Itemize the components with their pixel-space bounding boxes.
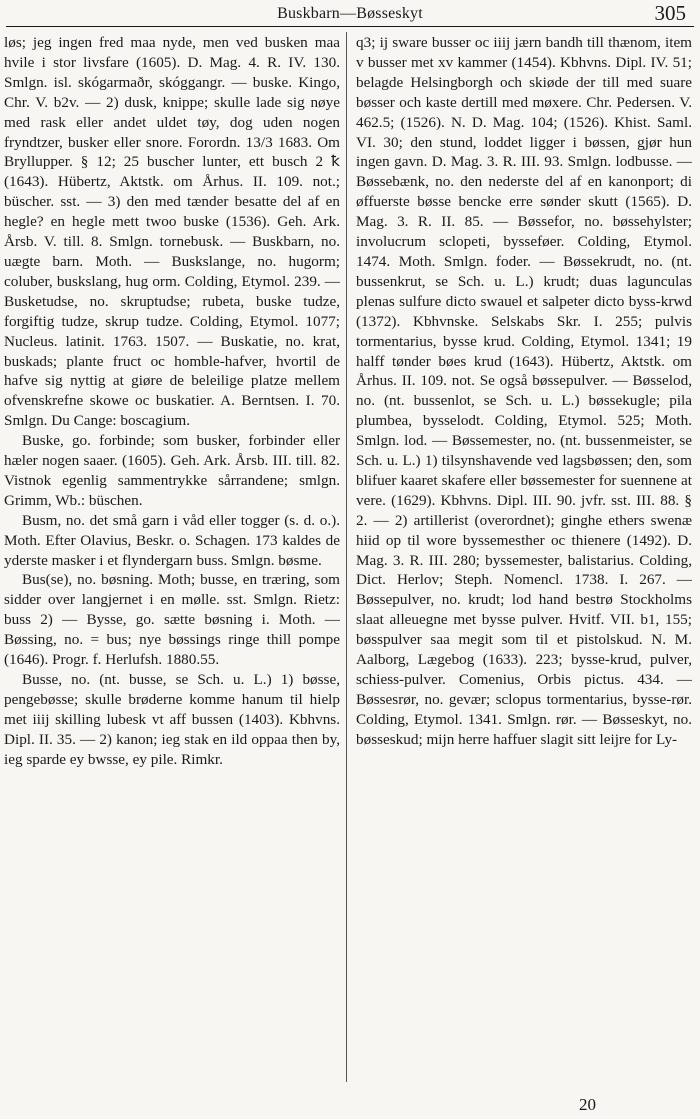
header-rule <box>6 26 694 27</box>
signature-mark: 20 <box>579 1095 596 1114</box>
column-divider <box>346 32 347 1082</box>
right-column <box>356 33 692 750</box>
entry-paragraph: Busse, no. (nt. busse, se Sch. u. L.) 1) bøsse, pengebøsse; skulle brøderne komme hanum til hielp met iiij skilling lubesk vt aff bussen (1403). Kbhvns. Dipl. II. 35. — 2) kanon; ieg stak en ild oppaa then by, ieg sparde ey bwsse, ey pile. Rimkr. <box>4 671 340 768</box>
entry-paragraph: løs; jeg ingen fred maa nyde, men ved busken maa hvile i stor livsfare (1605). D. Mag. 4. R. IV. 130. Smlgn. isl. skógarmaðr, skóggangr. — buske. Kingo, Chr. V. b2v. — 2) dusk, knippe; skulle lade sig nøye med rask eller andet uldet tøy, dog uden nogen fryndtzer, busker eller snore. Forordn. 13/3 1683. Om Bryllupper. § 12; 25 buscher lunter, ett busch 2 ꝁ (1643). Hübertz, Aktstk. om Århus. II. 109. not.; büscher. sst. — 3) den med tænder besatte del af en hegle? en hegle mett twoo buske (1536). Geh. Ark. Årsb. V. till. 8. Smlgn. tornebusk. — Buskbarn, no. uægte barn. Moth. — Buskslange, no. hugorm; coluber, buskslang, hug orm. Colding, Etymol. 239. — Busketudse, no. skruptudse; rubeta, buske tudze, forgiftig tudze, skrup tudze. Colding, Etymol. 1077; Nucleus. latinit. 1763. 1507. — Buskatie, no. krat, buskads; plante fruct oc homble-hafver, hvortil de hafve sig nyttig at giøre de beleilige platze mellem ofvenskrefne skowe oc buskatier. A. Berntsen. I. 70. Smlgn. Du Cange: boscagium. <box>4 34 340 430</box>
entry-paragraph: Buske, go. forbinde; som busker, forbinder eller hæler nogen saaer. (1605). Geh. Ark. Årsb. III. till. 82. Vistnok egenlig sammentrykke sårrandene; smlgn. Grimm, Wb.: büschen. <box>4 432 340 509</box>
left-column <box>4 33 340 770</box>
page-header <box>0 0 700 32</box>
running-head: Buskbarn—Bøsseskyt <box>277 5 423 22</box>
page-number: 305 <box>654 1 686 25</box>
entry-paragraph: q3; ij sware busser oc iiij jærn bandh till thænom, item v busser met xv kammer (1454). Kbhvns. Dipl. IV. 51; belagde Helsingborgh och skiøde der till med suare bøsser och kaste dertill med møxere. Chr. Pedersen. V. 462.5; (1526). N. D. Mag. 104; (1526). Khist. Saml. VI. 30; den stund, loddet ligger i bøssen, gjør hun ingen gavn. D. Mag. 3. R. III. 93. Smlgn. lodbusse. — Bøssebænk, no. den nederste del af en kanonport; di øffuerste bøsse bencke erre sønder skutt (1565). D. Mag. 3. R. II. 85. — Bøssefor, no. bøssehylster; involucrum sclopeti, bysseføer. Colding, Etymol. 1474. Moth. Smlgn. foder. — Bøssekrudt, no. (nt. bussenkrut, se Sch. u. L.) krudt; duas lagunculas plenas sulfure dicto swauel et salpeter dicto byss-krwd (1372). Kbhvnske. Selskabs Skr. I. 255; pulvis tormentarius, bysse krud. Colding, Etymol. 1341; 19 halff tønder bøes krud (1643). Hübertz, Aktstk. om Århus. II. 109. not. Se også bøssepulver. — Bøsselod, no. (nt. bussenlot, se Sch. u. L.) bøssekugle; pila plumbea, bysselodt. Colding, Etymol. 525; Moth. Smlgn. lod. — Bøssemester, no. (nt. bussenmeister, se Sch. u. L.) 1) tilsynshavende ved lagsbøssen; den, som blifuer kaaret skafere eller bøssemester for suennene at vere. (1629). Kbhvns. Dipl. III. 90. jvfr. sst. III. 88. § 2. — 2) artillerist (overordnet); ginghe ethers swenæ hiid op til wore byssemesther oc thienere (1492). D. Mag. 3. R. III. 280; byssemester, balistarius. Colding, Dict. Herlov; Steph. Nomencl. 1738. I. 267. — Bøssepulver, no. krudt; lod hand bestrø Stockholms slaat alleuegne met bysse pulver. Hvitf. VII. b1, 155; bøsspulver saa megit som til et pistolskud. N. M. Aalborg, Lægebog (1633). 223; bysse-krud, pulver, schiess-pulver. Comenius, Orbis pictus. 434. — Bøssesrør, no. gevær; sclopus tormentarius, bysse-rør. Colding, Etymol. 1341. Smlgn. rør. — Bøsseskyt, no. bøsseskud; mijn herre haffuer slagit sitt leijre for Ly- <box>356 34 692 748</box>
entry-paragraph: Busm, no. det små garn i våd eller togger (s. d. o.). Moth. Efter Olavius, Beskr. o. Schagen. 173 kaldes de yderste masker i et flyndergarn buss. Smlgn. bøsme. <box>4 511 340 569</box>
entry-paragraph: Bus(se), no. bøsning. Moth; busse, en træring, som sidder over langjernet i en mølle. sst. Smlgn. Rietz: buss 2) — Bysse, go. sætte bøsning i. Moth. — Bøssing, no. = bus; nye bøssings ringe thill pompe (1646). Progr. f. Herlufsh. 1880.55. <box>4 571 340 669</box>
